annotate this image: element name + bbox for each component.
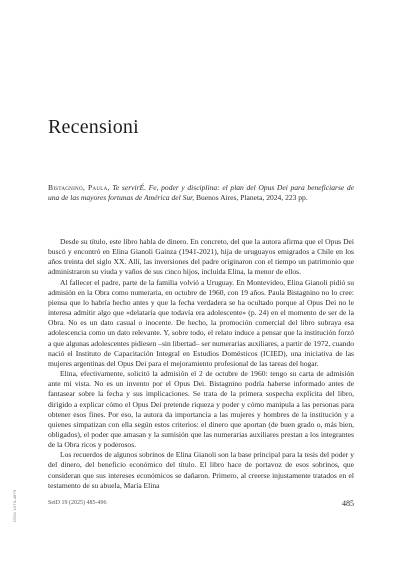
issn-side-note: ISSN 1970-4879 xyxy=(12,489,17,522)
body-paragraph: Desde su título, este libro habla de dinero. En concreto, del que la autora afirma que el Opus Dei buscó y encontró en Elina Gianoli Gainza (1941-2021), hija de uruguayos emigrados a Chile en los años treinta del siglo XX. Allí, las inversiones del padre originaron con el tiempo un patrimonio que administraron su viuda y vaños de sus cinco hijos, incluida Elina, la menor de ellos. xyxy=(48,237,354,277)
body-paragraph: Los recuerdos de algunos sobrinos de Elina Gianoli son la base principal para la tesis del poder y del dinero, del beneficio económico del título. El libro hace de portavoz de esos sobrinos, que consideran que sus intereses económicos se dañaron. Primero, al creerse injustamente tratados en el testamento de su abuela, María Elina xyxy=(48,450,354,490)
citation-author: Bistagnino, Paula, xyxy=(48,183,110,192)
review-body xyxy=(48,237,354,491)
section-title: Recensioni xyxy=(48,116,139,138)
page-number: 485 xyxy=(342,499,354,508)
citation-book-title: Te servirÉ. Fe, poder y disciplina: el plan del Opus Dei para beneficiarse de una de las mayores fortunas de América del Sur, xyxy=(48,183,355,203)
citation-publication-details: Buenos Aires, Planeta, 2024, 223 pp. xyxy=(194,193,308,203)
page-footer xyxy=(48,500,354,510)
body-paragraph: Elina, efectivamente, solicitó la admisión el 2 de octubre de 1960: tengo su carta de admisión ante mi vista. No es un invento por el Opus Dei. Bistagnino podría haberse informado antes de fantasear sobre la fecha y sus implicaciones. Se trata de la primera sospecha explícita del libro, dirigido a explicar cómo el Opus Dei pretende riqueza y poder y cómo manipula a las personas para obtener esos fines. Por eso, la autora da importancia a las mujeres y hombres de la institución y a quienes simpatizan con ella según estos criterios: el dinero que aportan (de buen grado o, más bien, obligados), el poder que amasan y la sumisión que las numerarias auxiliares prestan a los integrantes de la Obra ricos y poderosos. xyxy=(48,369,354,450)
body-paragraph: Al fallecer el padre, parte de la familia volvió a Uruguay. En Montevideo, Elina Gianoli pidió su admisión en la Obra como numeraria, en octubre de 1960, con 19 años. Paula Bistagnino no lo cree: piensa que lo habría hecho antes y que la fecha verdadera se ha ocultado porque al Opus Dei no le interesa admitir algo que «delataría que todavía era adolescente» (p. 24) en el momento de ser de la Obra. No es un dato casual o inocente. De hecho, la promoción comercial del libro subraya esa adolescencia como un dato relevante. Y, sobre todo, el relato induce a pensar que la institución forzó a que algunas adolescentes pidiesen –sin libertad– ser numerarias auxiliares, a partir de 1972, cuando nació el Instituto de Capacitación Integral en Estudios Domésticos (ICIED), una iniciativa de las mujeres argentinas del Opus Dei para el mejoramiento profesional de las tareas del hogar. xyxy=(48,277,354,368)
book-citation xyxy=(48,183,354,204)
journal-reference: SetD 19 (2025) 485-496 xyxy=(48,500,107,506)
